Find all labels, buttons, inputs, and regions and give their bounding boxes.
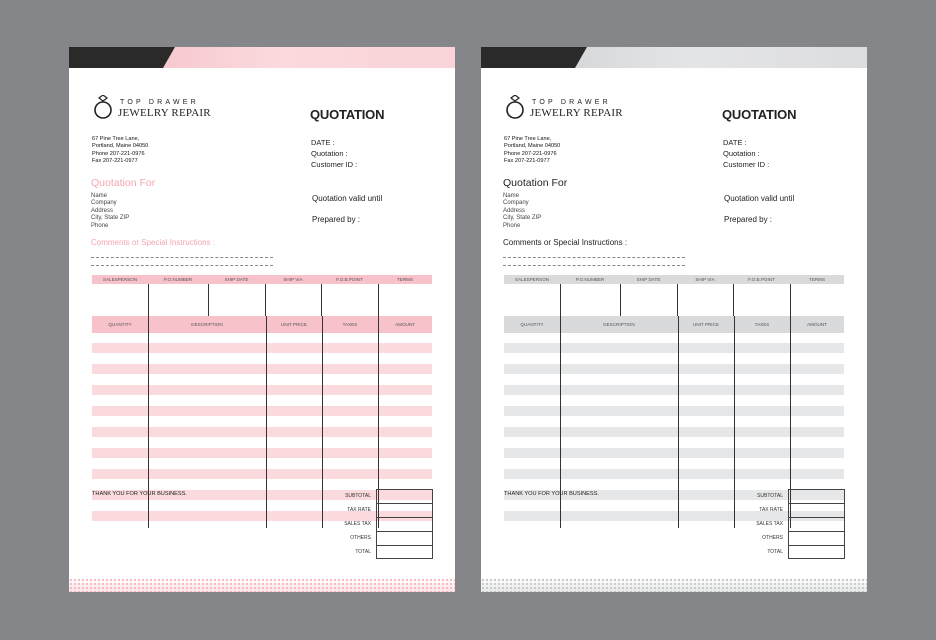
bill-to-phone: Phone [503,222,521,229]
bill-to-address: Address [91,207,114,214]
tax-rate-label: TAX RATE [759,507,783,513]
item-row [504,469,844,479]
header-quantity: QUANTITY [520,322,544,327]
order-info-table [92,275,432,317]
item-row [504,427,844,437]
sales-tax-row [319,517,433,531]
sales-tax-field[interactable] [788,517,845,531]
bill-to-block [91,193,129,230]
column-divider [265,284,266,316]
header-salesperson: SALESPERSON [514,277,550,282]
phone-line: Phone 207-221-0976 [504,150,557,157]
total-field[interactable] [788,545,845,559]
comments-line [503,265,685,266]
total-row [731,545,845,559]
bill-to-name: Name [503,193,520,199]
item-row [92,448,432,458]
others-row [319,531,433,545]
quotation-for-heading: Quotation For [91,177,156,189]
header-unit-price: UNIT PRICE [693,322,719,327]
header-ship-via: SHIP VIA [695,277,715,282]
phone-line: Phone 207-221-0976 [92,150,145,157]
header-po-number: P.O.NUMBER [575,277,605,282]
subtotal-field[interactable] [376,489,433,503]
company-name-top: TOP DRAWER [532,99,611,106]
subtotal-label: SUBTOTAL [757,493,783,499]
item-row [92,385,432,395]
item-row [92,427,432,437]
thank-you-note: THANK YOU FOR YOUR BUSINESS. [92,491,187,497]
quotation-number-label: Quotation : [723,149,760,158]
column-divider [266,316,267,528]
column-divider [677,284,678,316]
quotation-sheet-pink [69,47,455,592]
line-items-table [92,316,432,482]
customer-id-label: Customer ID : [723,160,770,169]
header-taxes: TAXES [754,322,770,327]
item-row [92,406,432,416]
customer-id-label: Customer ID : [311,160,358,169]
document-title: QUOTATION [310,107,385,122]
bill-to-city: City, State ZIP [503,215,542,222]
header-fob-point: F.O.B.POINT [748,277,775,282]
header-ship-via: SHIP VIA [283,277,303,282]
document-meta [723,137,769,170]
line-items-table [504,316,844,482]
document-title: QUOTATION [722,107,797,122]
header-fob-point: F.O.B.POINT [336,277,363,282]
header-description: DESCRIPTION [191,322,223,327]
subtotal-field[interactable] [788,489,845,503]
header-amount: AMOUNT [807,322,827,327]
column-divider [148,284,149,316]
sales-tax-label: SALES TAX [344,521,371,527]
company-logo [504,93,634,123]
column-divider [321,284,322,316]
header-taxes: TAXES [342,322,358,327]
quotation-for-heading: Quotation For [503,177,568,189]
item-row [92,469,432,479]
comments-line [91,265,273,266]
company-name-top: TOP DRAWER [120,99,199,106]
others-label: OTHERS [350,535,371,541]
address-line: Portland, Maine 04050 [92,143,149,150]
valid-until-label: Quotation valid until [312,194,383,203]
comments-label: Comments or Special Instructions : [91,238,216,247]
company-address [504,136,560,165]
column-divider [208,284,209,316]
company-name-main: JEWELRY REPAIR [530,107,623,119]
date-label: DATE : [311,138,335,147]
header-bar [69,47,455,68]
ring-icon [504,95,526,119]
document-meta [311,137,357,170]
address-line: Portland, Maine 04050 [504,143,561,150]
sales-tax-field[interactable] [376,517,433,531]
tax-rate-label: TAX RATE [347,507,371,513]
total-label: TOTAL [355,549,371,555]
header-terms: TERMS [396,277,414,282]
column-divider [620,284,621,316]
bill-to-company: Company [503,200,529,207]
footer-bar [481,578,867,592]
address-line: 67 Pine Tree Lane, [92,136,140,142]
others-label: OTHERS [762,535,783,541]
item-row [504,385,844,395]
company-name-main: JEWELRY REPAIR [118,107,211,119]
header-description: DESCRIPTION [603,322,635,327]
company-address [92,136,148,165]
subtotal-label: SUBTOTAL [345,493,371,499]
company-logo [92,93,222,123]
header-ship-date: SHIP DATE [224,277,249,282]
bill-to-name: Name [91,193,108,199]
others-field[interactable] [788,531,845,545]
item-row [504,343,844,353]
others-field[interactable] [376,531,433,545]
tax-rate-field[interactable] [376,503,433,517]
column-divider [790,284,791,316]
header-po-number: P.O.NUMBER [163,277,193,282]
bill-to-block [503,193,541,230]
column-divider [560,284,561,316]
header-unit-price: UNIT PRICE [281,322,307,327]
item-row [504,364,844,374]
comments-line [503,257,685,258]
fax-line: Fax 207-221-0977 [504,157,550,164]
header-quantity: QUANTITY [108,322,132,327]
prepared-by-label: Prepared by : [312,215,361,224]
quotation-sheet-gray [481,47,867,592]
header-ship-date: SHIP DATE [636,277,661,282]
item-row [504,448,844,458]
address-line: 67 Pine Tree Lane, [504,136,552,142]
total-label: TOTAL [767,549,783,555]
tax-rate-row [731,503,845,517]
subtotal-row [319,489,433,503]
comments-label: Comments or Special Instructions : [503,238,628,247]
quotation-number-label: Quotation : [311,149,348,158]
column-divider [678,316,679,528]
others-row [731,531,845,545]
total-field[interactable] [376,545,433,559]
tax-rate-field[interactable] [788,503,845,517]
bill-to-address: Address [503,207,526,214]
sales-tax-label: SALES TAX [756,521,783,527]
prepared-by-label: Prepared by : [724,215,773,224]
ring-icon [92,95,114,119]
order-info-table [504,275,844,317]
header-amount: AMOUNT [395,322,415,327]
column-divider [733,284,734,316]
date-label: DATE : [723,138,747,147]
thank-you-note: THANK YOU FOR YOUR BUSINESS. [504,491,599,497]
header-terms: TERMS [808,277,826,282]
item-row [92,343,432,353]
bill-to-company: Company [91,200,117,207]
header-salesperson: SALESPERSON [102,277,138,282]
comments-line [91,257,273,258]
bill-to-city: City, State ZIP [91,215,130,222]
fax-line: Fax 207-221-0977 [92,157,138,164]
valid-until-label: Quotation valid until [724,194,795,203]
total-row [319,545,433,559]
sales-tax-row [731,517,845,531]
item-row [92,364,432,374]
item-row [504,406,844,416]
footer-bar [69,578,455,592]
bill-to-phone: Phone [91,222,109,229]
header-bar [481,47,867,68]
subtotal-row [731,489,845,503]
column-divider [378,284,379,316]
tax-rate-row [319,503,433,517]
